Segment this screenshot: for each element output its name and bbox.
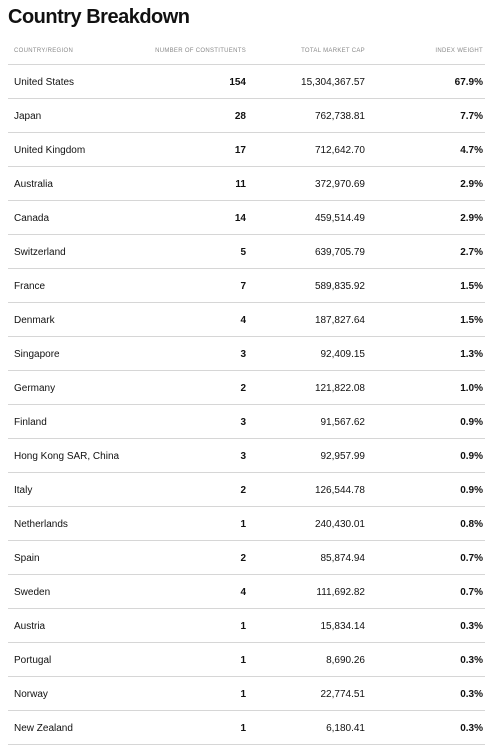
country-cell: Netherlands bbox=[14, 519, 68, 530]
market-cap-cell: 8,690.26 bbox=[326, 655, 365, 666]
constituents-cell: 17 bbox=[234, 145, 246, 156]
country-cell: Hong Kong SAR, China bbox=[14, 451, 120, 462]
country-cell: France bbox=[14, 281, 46, 292]
country-cell: Finland bbox=[14, 417, 47, 428]
table-header-row bbox=[8, 38, 485, 65]
market-cap-cell: 639,705.79 bbox=[314, 247, 365, 258]
table-row bbox=[8, 439, 485, 473]
country-cell: United Kingdom bbox=[14, 145, 86, 156]
constituents-cell: 1 bbox=[240, 519, 246, 530]
table-row bbox=[8, 405, 485, 439]
index-weight-cell: 2.9% bbox=[460, 213, 483, 224]
header-number-of-constituents[interactable]: NUMBER OF CONSTITUENTS bbox=[155, 48, 246, 54]
table-body bbox=[8, 65, 485, 745]
country-cell: Italy bbox=[14, 485, 33, 496]
constituents-cell: 3 bbox=[240, 417, 246, 428]
country-cell: United States bbox=[14, 77, 75, 88]
market-cap-cell: 459,514.49 bbox=[314, 213, 365, 224]
index-weight-cell: 0.8% bbox=[460, 519, 483, 530]
table-row bbox=[8, 541, 485, 575]
table-row bbox=[8, 133, 485, 167]
table-row bbox=[8, 371, 485, 405]
market-cap-cell: 85,874.94 bbox=[320, 553, 365, 564]
constituents-cell: 4 bbox=[240, 587, 246, 598]
constituents-cell: 1 bbox=[240, 655, 246, 666]
constituents-cell: 1 bbox=[240, 621, 246, 632]
table-row bbox=[8, 167, 485, 201]
market-cap-cell: 22,774.51 bbox=[320, 689, 365, 700]
constituents-cell: 4 bbox=[240, 315, 246, 326]
market-cap-cell: 121,822.08 bbox=[314, 383, 365, 394]
index-weight-cell: 0.3% bbox=[460, 689, 483, 700]
constituents-cell: 3 bbox=[240, 349, 246, 360]
market-cap-cell: 91,567.62 bbox=[320, 417, 365, 428]
country-breakdown-table bbox=[8, 38, 485, 745]
index-weight-cell: 0.3% bbox=[460, 723, 483, 734]
table-row bbox=[8, 507, 485, 541]
country-cell: Switzerland bbox=[14, 247, 66, 258]
table-row bbox=[8, 473, 485, 507]
constituents-cell: 2 bbox=[240, 383, 246, 394]
country-cell: Portugal bbox=[14, 655, 52, 666]
country-cell: Sweden bbox=[14, 587, 51, 598]
constituents-cell: 2 bbox=[240, 485, 246, 496]
constituents-cell: 7 bbox=[240, 281, 246, 292]
market-cap-cell: 240,430.01 bbox=[314, 519, 365, 530]
table-row bbox=[8, 269, 485, 303]
index-weight-cell: 2.7% bbox=[460, 247, 483, 258]
market-cap-cell: 92,409.15 bbox=[320, 349, 365, 360]
constituents-cell: 5 bbox=[240, 247, 246, 258]
table-row bbox=[8, 609, 485, 643]
country-cell: Canada bbox=[14, 213, 50, 224]
constituents-cell: 2 bbox=[240, 553, 246, 564]
table-row bbox=[8, 711, 485, 745]
country-cell: Austria bbox=[14, 621, 46, 632]
constituents-cell: 1 bbox=[240, 689, 246, 700]
country-cell: Spain bbox=[14, 553, 40, 564]
constituents-cell: 11 bbox=[235, 179, 246, 190]
index-weight-cell: 0.3% bbox=[460, 655, 483, 666]
market-cap-cell: 111,692.82 bbox=[316, 587, 365, 598]
market-cap-cell: 589,835.92 bbox=[314, 281, 365, 292]
market-cap-cell: 187,827.64 bbox=[314, 315, 365, 326]
country-cell: Denmark bbox=[14, 315, 55, 326]
table-row bbox=[8, 99, 485, 133]
table-row bbox=[8, 65, 485, 99]
index-weight-cell: 2.9% bbox=[460, 179, 483, 190]
index-weight-cell: 1.3% bbox=[460, 349, 483, 360]
table-row bbox=[8, 677, 485, 711]
constituents-cell: 28 bbox=[234, 111, 246, 122]
index-weight-cell: 0.9% bbox=[460, 451, 483, 462]
index-weight-cell: 0.7% bbox=[460, 553, 483, 564]
index-weight-cell: 4.7% bbox=[460, 145, 483, 156]
table-row bbox=[8, 235, 485, 269]
country-cell: Japan bbox=[14, 111, 42, 122]
header-total-market-cap[interactable]: TOTAL MARKET CAP bbox=[301, 48, 365, 54]
page-title: Country Breakdown bbox=[8, 6, 190, 28]
market-cap-cell: 762,738.81 bbox=[314, 111, 365, 122]
table-row bbox=[8, 303, 485, 337]
index-weight-cell: 1.5% bbox=[460, 281, 483, 292]
index-weight-cell: 1.5% bbox=[460, 315, 483, 326]
market-cap-cell: 126,544.78 bbox=[314, 485, 365, 496]
constituents-cell: 14 bbox=[234, 213, 246, 224]
table-row bbox=[8, 643, 485, 677]
index-weight-cell: 7.7% bbox=[460, 111, 483, 122]
market-cap-cell: 15,304,367.57 bbox=[301, 77, 365, 88]
index-weight-cell: 0.3% bbox=[460, 621, 483, 632]
country-cell: Singapore bbox=[14, 349, 60, 360]
index-weight-cell: 67.9% bbox=[454, 77, 483, 88]
index-weight-cell: 1.0% bbox=[460, 383, 483, 394]
index-weight-cell: 0.7% bbox=[460, 587, 483, 598]
country-cell: Germany bbox=[14, 383, 56, 394]
market-cap-cell: 6,180.41 bbox=[326, 723, 365, 734]
table-row bbox=[8, 575, 485, 609]
market-cap-cell: 372,970.69 bbox=[314, 179, 365, 190]
constituents-cell: 3 bbox=[240, 451, 246, 462]
table-row bbox=[8, 201, 485, 235]
table-row bbox=[8, 337, 485, 371]
constituents-cell: 154 bbox=[229, 77, 246, 88]
index-weight-cell: 0.9% bbox=[460, 417, 483, 428]
market-cap-cell: 15,834.14 bbox=[320, 621, 365, 632]
header-index-weight[interactable]: INDEX WEIGHT bbox=[435, 48, 483, 54]
country-cell: Australia bbox=[14, 179, 53, 190]
market-cap-cell: 712,642.70 bbox=[314, 145, 365, 156]
constituents-cell: 1 bbox=[240, 723, 246, 734]
market-cap-cell: 92,957.99 bbox=[320, 451, 365, 462]
index-weight-cell: 0.9% bbox=[460, 485, 483, 496]
country-cell: Norway bbox=[14, 689, 48, 700]
header-country-region[interactable]: COUNTRY/REGION bbox=[14, 48, 74, 54]
country-cell: New Zealand bbox=[14, 723, 73, 734]
